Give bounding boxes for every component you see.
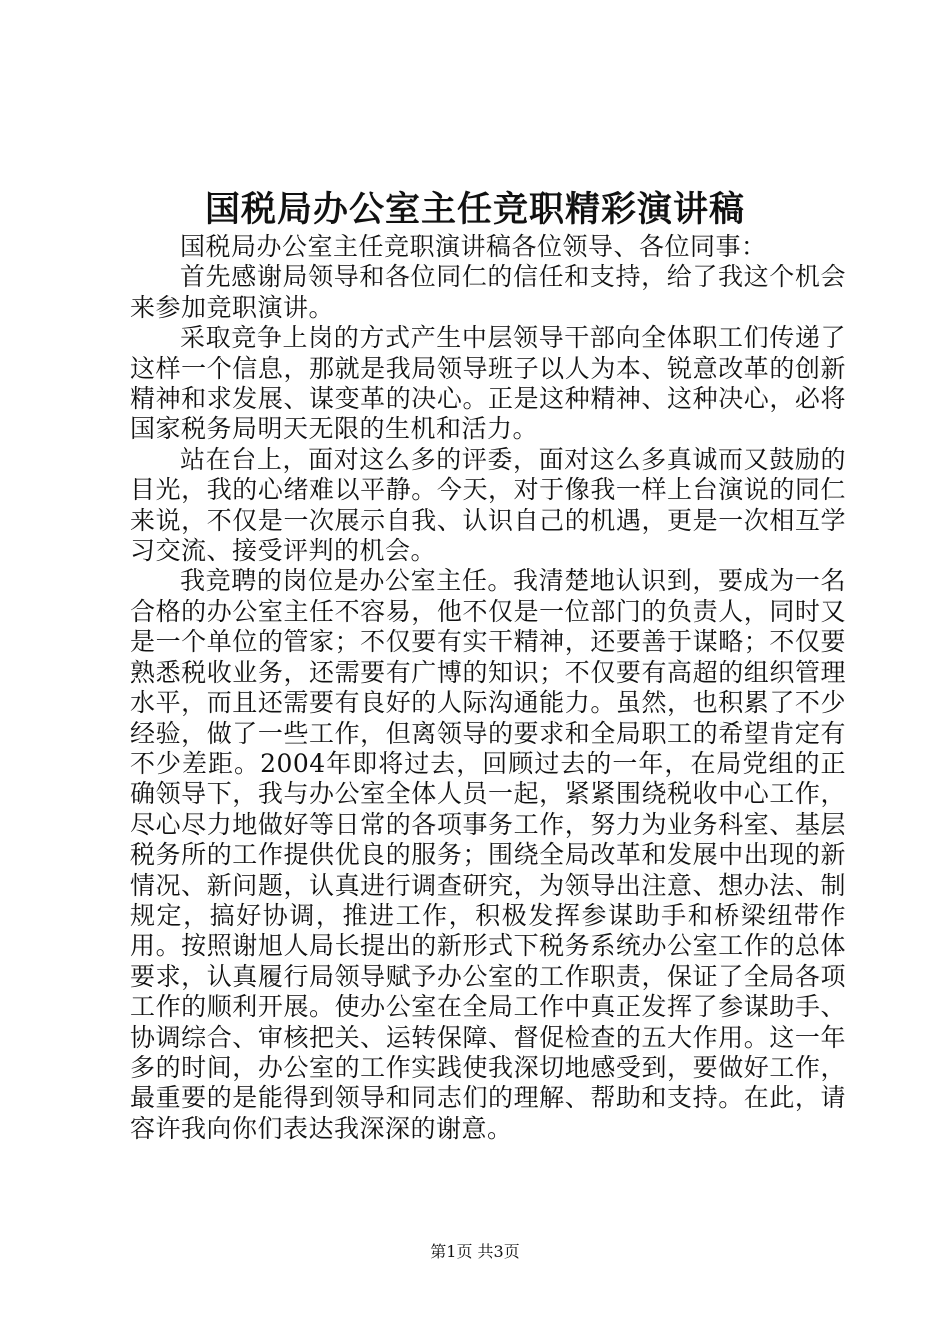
paragraph-position: 我竞聘的岗位是办公室主任。我清楚地认识到，要成为一名合格的办公室主任不容易，他不仅是一位部门的负责人，同时又是一个单位的管家；不仅要有实干精神，还要善于谋略；不仅要熟悉税收业务，还需要有广博的知识；不仅要有高超的组织管理水平，而且还需要有良好的人际沟通能力。虽然，也积累了不少经验，做了一些工作，但离领导的要求和全局职工的希望肯定有不少差距。2004年即将过去，回顾过去的一年，在局党组的正确领导下，我与办公室全体人员一起，紧紧围绕税收中心工作，尽心尽力地做好等日常的各项事务工作，努力为业务科室、基层税务所的工作提供优良的服务；围绕全局改革和发展中出现的新情况、新问题，认真进行调查研究，为领导出注意、想办法、制规定，搞好协调，推进工作，积极发挥参谋助手和桥梁纽带作用。按照谢旭人局长提出的新形式下税务系统办公室工作的总体要求，认真履行局领导赋予办公室的工作职责，保证了全局各项工作的顺利开展。使办公室在全局工作中真正发挥了参谋助手、协调综合、审核把关、运转保障、督促检查的五大作用。这一年多的时间，办公室的工作实践使我深切地感受到，要做好工作，最重要的是能得到领导和同志们的理解、帮助和支持。在此，请容许我向你们表达我深深的谢意。 (130, 566, 846, 1143)
document-title: 国税局办公室主任竞职精彩演讲稿 (204, 189, 745, 230)
paragraph-on-stage: 站在台上，面对这么多的评委，面对这么多真诚而又鼓励的目光，我的心绪难以平静。今天，对于像我一样上台演说的同仁来说，不仅是一次展示自我、认识自己的机遇，更是一次相互学习交流、接受评判的机会。 (130, 444, 846, 566)
paragraph-thanks: 首先感谢局领导和各位同仁的信任和支持，给了我这个机会来参加竞职演讲。 (130, 262, 846, 322)
paragraph-competition: 采取竞争上岗的方式产生中层领导干部向全体职工们传递了这样一个信息，那就是我局领导班子以人为本、锐意改革的创新精神和求发展、谋变革的决心。正是这种精神、这种决心，必将国家税务局明天无限的生机和活力。 (130, 323, 846, 444)
page-footer: 第1页 共3页 (430, 1242, 520, 1261)
document-body (130, 232, 846, 1144)
paragraph-greeting: 国税局办公室主任竞职演讲稿各位领导、各位同事： (180, 232, 767, 261)
